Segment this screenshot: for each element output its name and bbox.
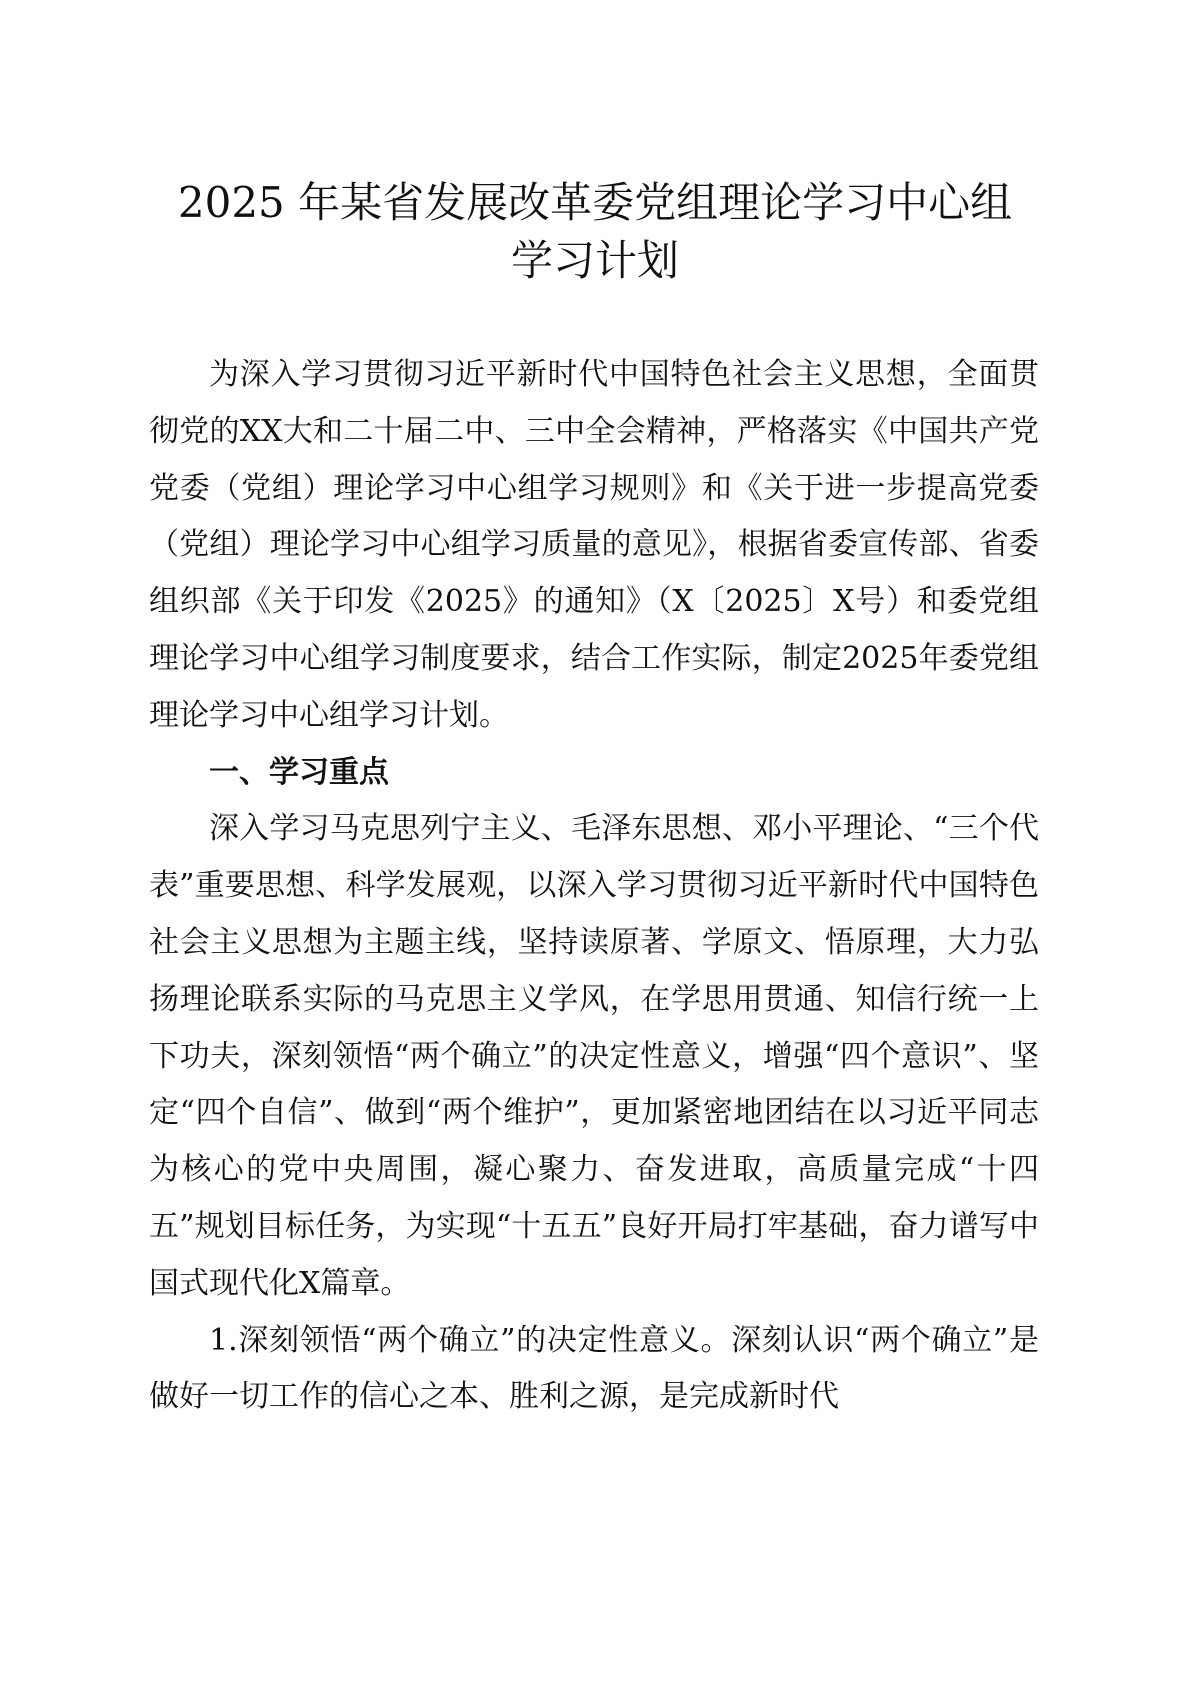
intro-paragraph: 为深入学习贯彻习近平新时代中国特色社会主义思想，全面贯彻党的XX大和二十届二中、三中全会精神，严格落实《中国共产党党委（党组）理论学习中心组学习规则》和《关于进一步提高党委（党组）理论学习中心组学习质量的意见》，根据省委宣传部、省委组织部《关于印发《2025》的通知》（X〔2025〕X号）和委党组理论学习中心组学习制度要求，结合工作实际，制定2025年委党组理论学习中心组学习计划。 <box>149 357 1039 733</box>
document-body <box>149 347 1039 1426</box>
document-title-line-1: 2025 年某省发展改革委党组理论学习中心组 <box>177 178 1013 227</box>
document-title-line-2: 学习计划 <box>510 236 679 285</box>
section-heading-study-focus: 一、学习重点 <box>209 754 389 790</box>
item-1-paragraph: 1.深刻领悟“两个确立”的决定性意义。深刻认识“两个确立”是做好一切工作的信心之本、胜利之源，是完成新时代 <box>149 1322 1039 1415</box>
study-focus-paragraph: 深入学习马克思列宁主义、毛泽东思想、邓小平理论、“三个代表”重要思想、科学发展观，以深入学习贯彻习近平新时代中国特色社会主义思想为主题主线，坚持读原著、学原文、悟原理，大力弘扬理论联系实际的马克思主义学风，在学思用贯通、知信行统一上下功夫，深刻领悟“两个确立”的决定性意义，增强“四个意识”、坚定“四个自信”、做到“两个维护”，更加紧密地团结在以习近平同志为核心的党中央周围，凝心聚力、奋发进取，高质量完成“十四五”规划目标任务，为实现“十五五”良好开局打牢基础，奋力谱写中国式现代化X篇章。 <box>149 811 1039 1301</box>
